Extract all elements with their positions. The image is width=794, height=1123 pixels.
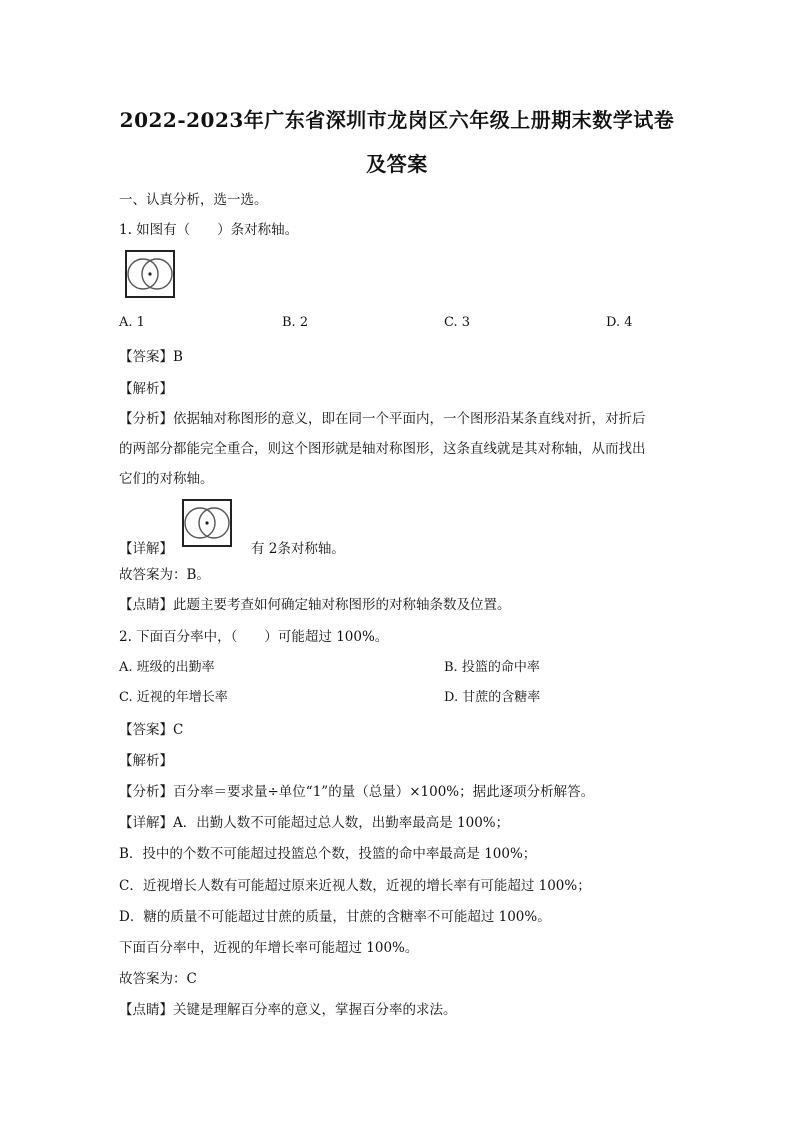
q2-detail-line-2: B．投中的个数不可能超过投篮总个数，投篮的命中率最高是 100%； (119, 846, 537, 862)
q2-detail-line-5: 下面百分率中，近视的年增长率可能超过 100%。 (119, 940, 419, 956)
q2-analysis: 【分析】百分率＝要求量÷单位“1”的量（总量）×100%；据此逐项分析解答。 (119, 784, 595, 800)
q1-detail-text: 有 2条对称轴。 (251, 541, 345, 557)
q2-detail-line-4: D．糖的质量不可能超过甘蔗的质量，甘蔗的含糖率不可能超过 100%。 (119, 909, 551, 925)
section-heading: 一、认真分析，选一选。 (119, 192, 268, 208)
q1-comment: 【点睛】此题主要考查如何确定轴对称图形的对称轴条数及位置。 (119, 597, 511, 613)
document-title-line2: 及答案 (366, 152, 428, 176)
q2-conclusion: 故答案为：C (119, 971, 197, 987)
q1-option-a: A. 1 (119, 315, 145, 330)
q2-option-d: D. 甘蔗的含糖率 (444, 690, 541, 705)
q2-analysis-heading: 【解析】 (119, 753, 173, 769)
two-overlapping-circles-in-square-icon (181, 498, 233, 548)
q1-option-c: C. 3 (444, 315, 471, 330)
document-title-line1: 2022-2023年广东省深圳市龙岗区六年级上册期末数学试卷 (119, 108, 675, 132)
q2-option-a: A. 班级的出勤率 (119, 660, 215, 675)
q2-answer: 【答案】C (119, 722, 184, 738)
question-1-stem: 1. 如图有（ ）条对称轴。 (119, 222, 299, 238)
q1-option-d: D. 4 (606, 315, 633, 330)
q1-conclusion: 故答案为：B。 (119, 567, 210, 583)
two-overlapping-circles-in-square-icon (124, 249, 176, 299)
q2-option-b: B. 投篮的命中率 (444, 660, 540, 675)
question-2-stem: 2. 下面百分率中，（ ）可能超过 100%。 (119, 629, 389, 645)
q2-detail-line-1: 【详解】A．出勤人数不可能超过总人数，出勤率最高是 100%； (119, 815, 510, 831)
q1-analysis-heading: 【解析】 (119, 381, 173, 397)
q1-analysis-line-3: 它们的对称轴。 (119, 471, 214, 487)
q1-answer: 【答案】B (119, 349, 183, 365)
q1-option-b: B. 2 (282, 315, 309, 330)
q1-detail-label: 【详解】 (119, 541, 173, 557)
q2-comment: 【点睛】关键是理解百分率的意义，掌握百分率的求法。 (119, 1002, 457, 1018)
q1-analysis-line-1: 【分析】依据轴对称图形的意义，即在同一个平面内，一个图形沿某条直线对折，对折后 (119, 411, 646, 427)
q2-option-c: C. 近视的年增长率 (119, 690, 228, 705)
q2-detail-line-3: C．近视增长人数有可能超过原来近视人数，近视的增长率有可能超过 100%； (119, 878, 591, 894)
q1-analysis-line-2: 的两部分都能完全重合，则这个图形就是轴对称图形，这条直线就是其对称轴，从而找出 (119, 441, 646, 457)
